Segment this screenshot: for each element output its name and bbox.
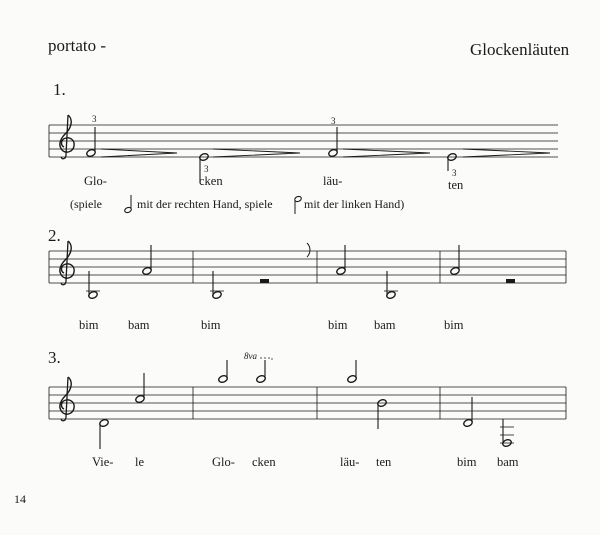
treble-clef-icon bbox=[60, 377, 74, 421]
page-number: 14 bbox=[14, 492, 26, 506]
exercise-3-number: 3. bbox=[48, 348, 61, 367]
lyric-syllable: bim bbox=[457, 455, 477, 469]
lyric-syllable: bim bbox=[444, 318, 464, 332]
fingering-number: 3 bbox=[92, 114, 97, 124]
fingering-number: 3 bbox=[452, 168, 457, 178]
ottava-marking: 8va bbox=[244, 351, 257, 361]
note-half bbox=[86, 127, 96, 158]
lyric-syllable: bam bbox=[374, 318, 396, 332]
note-half bbox=[450, 245, 460, 276]
instruction-text-3: mit der linken Hand) bbox=[304, 197, 405, 211]
lyric-syllable: bim bbox=[328, 318, 348, 332]
staff-2 bbox=[49, 241, 566, 300]
lyric-syllable: cken bbox=[252, 455, 276, 469]
lyric-syllable: bim bbox=[79, 318, 99, 332]
note-half bbox=[99, 418, 109, 449]
ottava-bracket bbox=[260, 358, 272, 362]
note-half bbox=[500, 419, 514, 448]
lyric-syllable: ten bbox=[376, 455, 392, 469]
lyric-syllable: Glo- bbox=[212, 455, 235, 469]
lyric-syllable: cken bbox=[199, 174, 223, 188]
fingering-number: 3 bbox=[204, 164, 209, 174]
treble-clef-icon bbox=[60, 241, 74, 285]
piece-title: Glockenläuten bbox=[470, 40, 570, 59]
note-half bbox=[336, 245, 346, 276]
note-half bbox=[347, 360, 357, 384]
lyric-syllable: läu- bbox=[340, 455, 360, 469]
exercise-2-number: 2. bbox=[48, 226, 61, 245]
instruction-text-1: (spiele bbox=[70, 197, 102, 211]
half-note-stem-down-icon bbox=[294, 196, 302, 214]
lyric-syllable: bim bbox=[201, 318, 221, 332]
breath-mark bbox=[307, 243, 310, 257]
half-rest bbox=[260, 279, 269, 283]
technique-title: portato - bbox=[48, 36, 107, 55]
note-half bbox=[142, 245, 152, 276]
exercise-1-number: 1. bbox=[53, 80, 66, 99]
half-rest bbox=[506, 279, 515, 283]
lyric-syllable: bam bbox=[497, 455, 519, 469]
note-half bbox=[216, 360, 232, 387]
note-half bbox=[256, 360, 266, 384]
staff-1 bbox=[49, 115, 558, 183]
half-note-stem-up-icon bbox=[124, 195, 132, 213]
decrescendo-marks bbox=[101, 149, 550, 157]
treble-clef-icon bbox=[60, 115, 74, 159]
lyric-syllable: läu- bbox=[323, 174, 343, 188]
note-half bbox=[463, 397, 473, 428]
lyric-syllable: ten bbox=[448, 178, 464, 192]
lyric-syllable: Glo- bbox=[84, 174, 107, 188]
lyric-syllable: Vie- bbox=[92, 455, 114, 469]
staff-3 bbox=[49, 358, 566, 449]
instruction-text-2: mit der rechten Hand, spiele bbox=[137, 197, 273, 211]
fingering-number: 3 bbox=[331, 116, 336, 126]
lyric-syllable: bam bbox=[128, 318, 150, 332]
note-half bbox=[135, 373, 145, 404]
lyric-syllable: le bbox=[135, 455, 145, 469]
note-half bbox=[328, 127, 338, 158]
